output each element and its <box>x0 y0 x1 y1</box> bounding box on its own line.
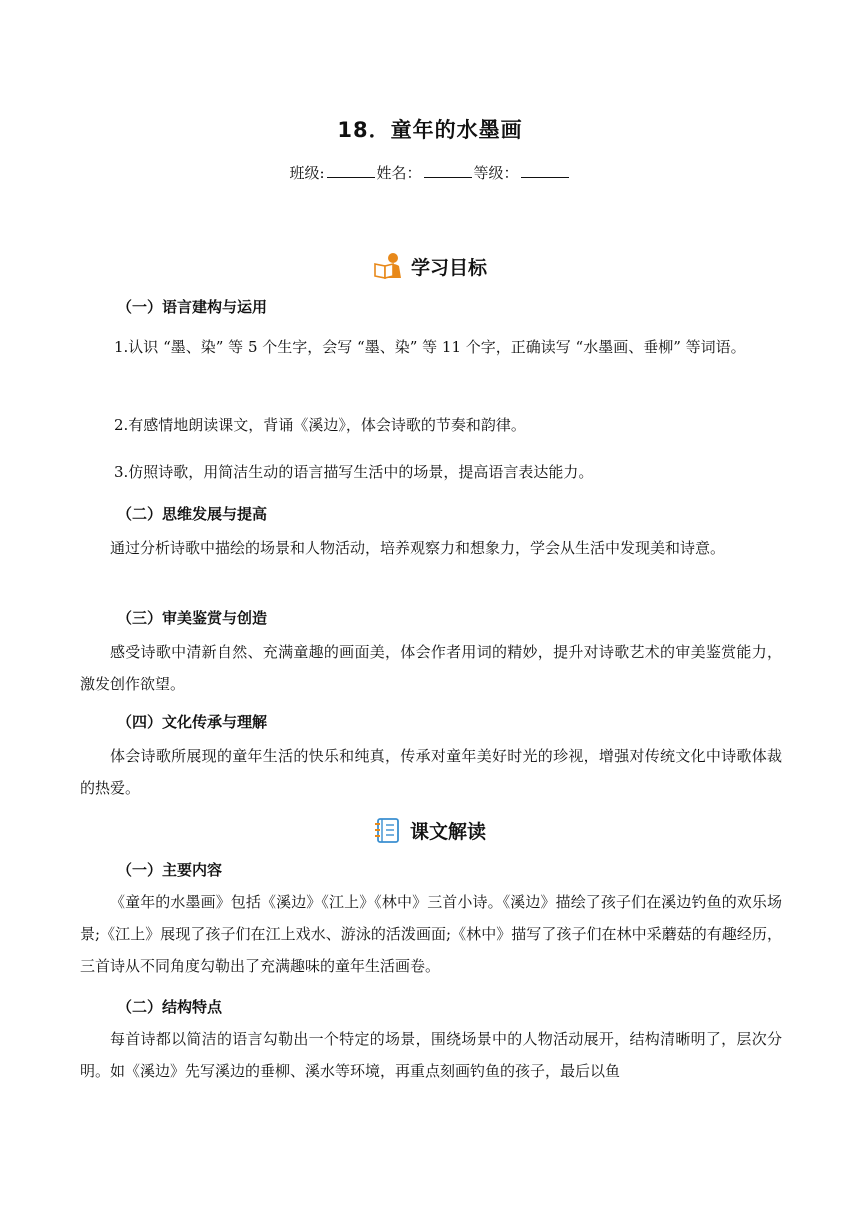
name-blank[interactable] <box>424 163 472 178</box>
goal-item-2: 2.有感情地朗读课文，背诵《溪边》，体会诗歌的节奏和韵律。 <box>114 416 526 434</box>
goal-item-3: 3.仿照诗歌，用简洁生动的语言描写生活中的场景，提高语言表达能力。 <box>114 463 594 481</box>
grade-blank[interactable] <box>521 163 569 178</box>
section-text-analysis-title: 课文解读 <box>409 820 486 843</box>
subheading-aesthetics: （三）审美鉴赏与创造 <box>117 609 268 627</box>
section-text-analysis-heading <box>0 816 860 844</box>
goal-item-1: 1.认识 “墨、染” 等 5 个生字，会写 “墨、染” 等 11 个字，正确读写 “水墨画、垂柳” 等词语。 <box>114 338 746 356</box>
class-label: 班级: <box>289 164 325 182</box>
paragraph-culture: 体会诗歌所展现的童年生活的快乐和纯真，传承对童年美好时光的珍视，增强对传统文化中诗歌体裁的热爱。 <box>80 747 782 797</box>
reading-person-icon <box>373 252 403 280</box>
grade-label: 等级： <box>473 164 519 182</box>
subheading-thinking: （二）思维发展与提高 <box>117 505 268 523</box>
paragraph-main-content: 《童年的水墨画》包括《溪边》《江上》《林中》三首小诗。《溪边》描绘了孩子们在溪边钓鱼的欢乐场景;《江上》展现了孩子们在江上戏水、游泳的活泼画面;《林中》描写了孩子们在林中采蘑菇的有趣经历，三首诗从不同角度勾勒出了充满趣味的童年生活画卷。 <box>80 893 782 975</box>
subheading-main-content: （一）主要内容 <box>117 861 223 879</box>
page-title: 18．童年的水墨画 <box>337 118 523 142</box>
paragraph-thinking: 通过分析诗歌中描绘的场景和人物活动，培养观察力和想象力，学会从生活中发现美和诗意。 <box>110 539 726 557</box>
subheading-culture: （四）文化传承与理解 <box>117 713 268 731</box>
student-info-line <box>0 162 860 183</box>
name-label: 姓名： <box>376 164 422 182</box>
subheading-language: （一）语言建构与运用 <box>117 298 268 316</box>
paragraph-structure: 每首诗都以简洁的语言勾勒出一个特定的场景，围绕场景中的人物活动展开，结构清晰明了，层次分明。如《溪边》先写溪边的垂柳、溪水等环境，再重点刻画钓鱼的孩子，最后以鱼 <box>80 1030 782 1080</box>
paragraph-aesthetics: 感受诗歌中清新自然、充满童趣的画面美，体会作者用词的精妙，提升对诗歌艺术的审美鉴赏能力，激发创作欲望。 <box>80 643 782 693</box>
subheading-structure: （二）结构特点 <box>117 998 223 1016</box>
notebook-icon <box>374 816 402 844</box>
section-learning-goals-heading <box>0 252 860 280</box>
class-blank[interactable] <box>327 163 375 178</box>
section-learning-goals-title: 学习目标 <box>410 256 487 279</box>
